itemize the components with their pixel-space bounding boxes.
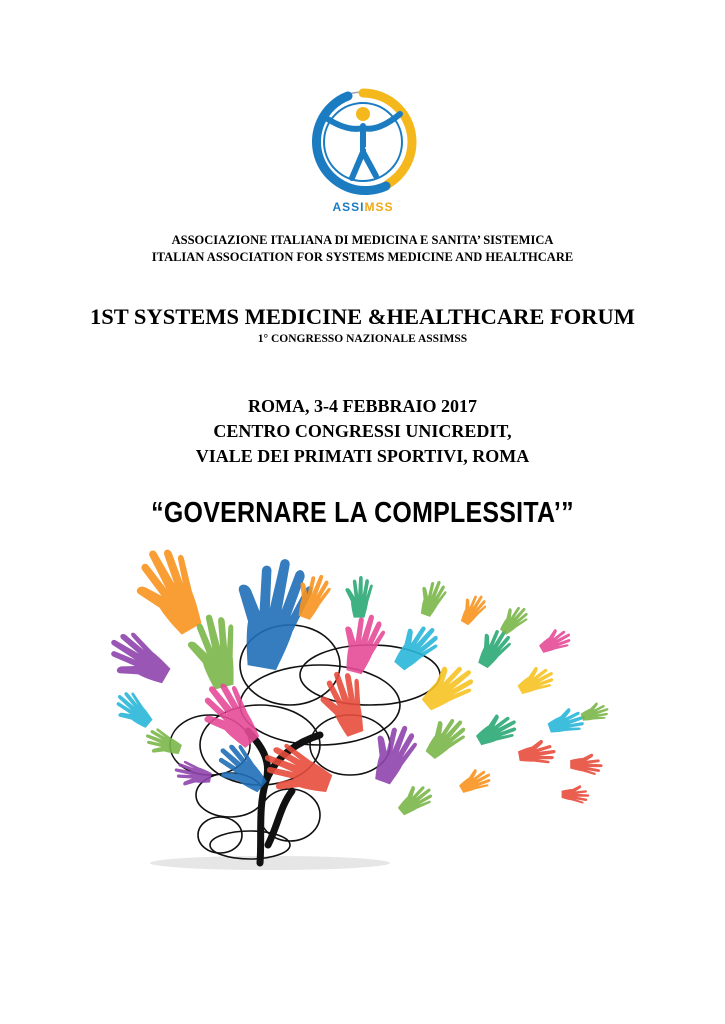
hand-shape xyxy=(456,764,495,799)
assimss-logo-icon xyxy=(308,88,418,200)
hand-shape xyxy=(570,754,602,775)
association-name-english: ITALIAN ASSOCIATION FOR SYSTEMS MEDICINE AND HEALTHCARE xyxy=(151,250,574,264)
hand-shape xyxy=(415,655,481,719)
hand-shape xyxy=(364,718,422,788)
hand-shape xyxy=(495,600,532,638)
venue-date: ROMA, 3-4 FEBBRAIO 2017 xyxy=(248,396,477,416)
forum-subtitle: 1° CONGRESSO NAZIONALE ASSIMSS xyxy=(257,333,468,345)
association-name-italian: ASSOCIAZIONE ITALIANA DI MEDICINA E SANITA’ SISTEMICA xyxy=(171,233,554,247)
venue-address: VIALE DEI PRIMATI SPORTIVI, ROMA xyxy=(195,446,530,466)
venue-center: CENTRO CONGRESSI UNICREDIT, xyxy=(213,421,512,441)
hand-shape xyxy=(579,699,611,726)
congress-motto: “GOVERNARE LA COMPLESSITA’” xyxy=(151,497,574,529)
hand-shape xyxy=(110,687,158,735)
hand-shape xyxy=(562,785,590,803)
hand-shape xyxy=(514,661,558,701)
hand-shape xyxy=(472,708,522,752)
hand-shape xyxy=(141,726,184,761)
hand-shape xyxy=(536,624,575,659)
logo-wordmark: ASSIMSS xyxy=(332,200,394,214)
branch-swirl xyxy=(210,831,290,859)
hand-shape xyxy=(110,625,177,694)
hand-shape xyxy=(414,576,449,619)
hand-shape xyxy=(517,738,558,768)
hands-tree-illustration xyxy=(110,545,620,885)
forum-title: 1ST SYSTEMS MEDICINE &HEALTHCARE FORUM xyxy=(89,304,636,329)
hand-shape xyxy=(345,576,372,618)
hands-tree-icon xyxy=(110,545,620,885)
hand-shape xyxy=(455,590,490,629)
hand-shape xyxy=(393,779,437,821)
hand-shape xyxy=(313,666,375,741)
hand-shape xyxy=(419,710,472,765)
hand-shape xyxy=(545,704,588,739)
assimss-logo xyxy=(308,88,418,216)
